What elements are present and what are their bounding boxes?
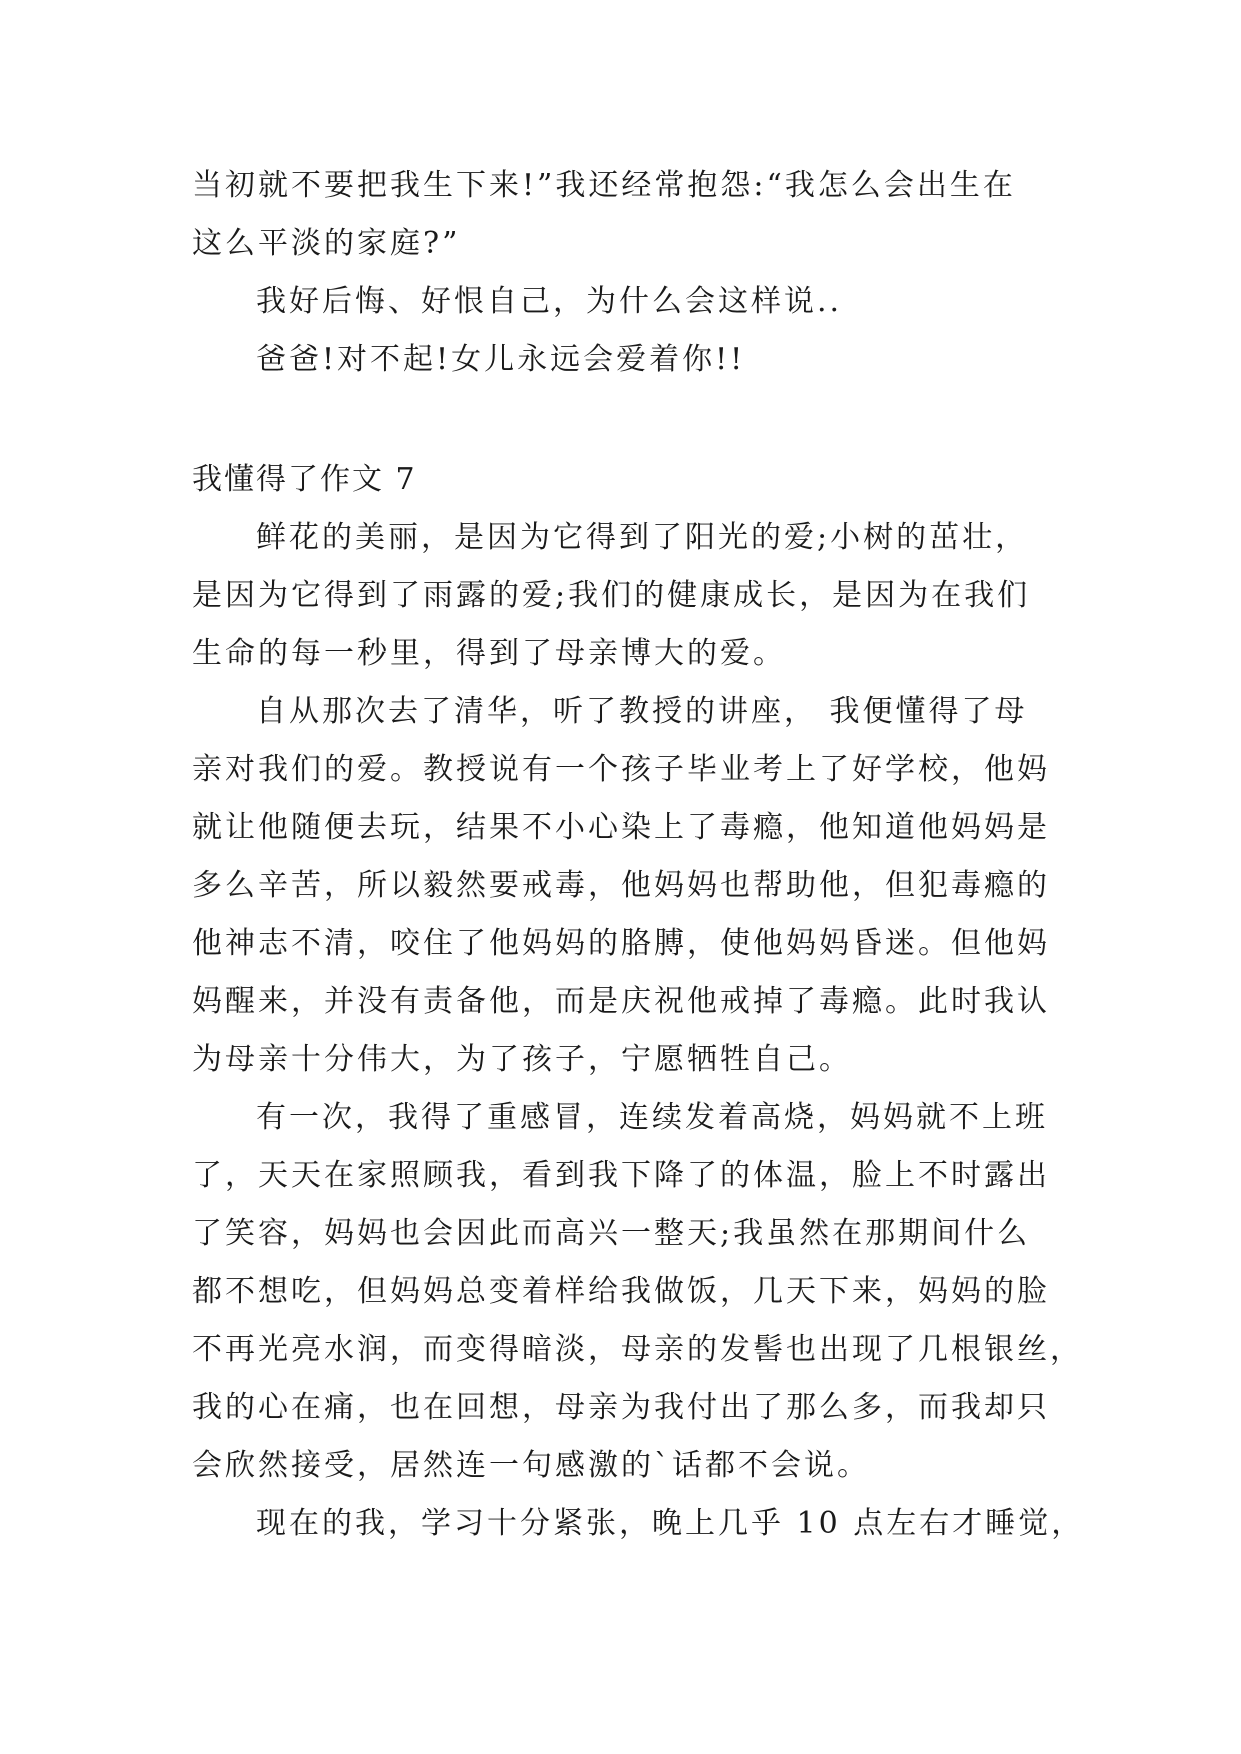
paragraph-line: 爸爸!对不起!女儿永远会爱着你!! [256, 342, 746, 377]
text-line: 亲对我们的爱。教授说有一个孩子毕业考上了好学校，他妈 [192, 752, 1050, 787]
text-line: 了笑容，妈妈也会因此而高兴一整天;我虽然在那期间什么 [192, 1216, 1031, 1251]
text-line: 都不想吃，但妈妈总变着样给我做饭，几天下来，妈妈的脸 [192, 1274, 1050, 1309]
text-line: 生命的每一秒里，得到了母亲博大的爱。 [192, 636, 786, 671]
text-line: 当初就不要把我生下来!”我还经常抱怨:“我怎么会出生在 [192, 168, 1016, 203]
previous-essay-ending [192, 157, 1062, 389]
text-line: 他神志不清，咬住了他妈妈的胳膊，使他妈妈昏迷。但他妈 [192, 926, 1050, 961]
text-line: 是因为它得到了雨露的爱;我们的健康成长，是因为在我们 [192, 578, 1031, 613]
text-line: 这么平淡的家庭?” [192, 226, 461, 261]
text-line: 为母亲十分伟大，为了孩子，宁愿牺牲自己。 [192, 1042, 852, 1077]
text-line: 会欣然接受，居然连一句感激的`话都不会说。 [192, 1448, 870, 1483]
essay-title: 我懂得了作文 7 [192, 462, 417, 497]
text-line: 不再光亮水润，而变得暗淡，母亲的发髻也出现了几根银丝， [192, 1332, 1083, 1367]
text-line: 自从那次去了清华，听了教授的讲座， 我便懂得了母 [256, 694, 1028, 729]
text-line: 有一次，我得了重感冒，连续发着高烧，妈妈就不上班 [256, 1100, 1048, 1135]
text-line: 妈醒来，并没有责备他，而是庆祝他戒掉了毒瘾。此时我认 [192, 984, 1050, 1019]
text-line: 鲜花的美丽，是因为它得到了阳光的爱;小树的茁壮， [256, 520, 1029, 555]
text-line: 了，天天在家照顾我，看到我下降了的体温，脸上不时露出 [192, 1158, 1050, 1193]
text-line: 现在的我，学习十分紧张，晚上几乎 10 点左右才睡觉， [256, 1506, 1085, 1541]
text-line: 多么辛苦，所以毅然要戒毒，他妈妈也帮助他，但犯毒瘾的 [192, 868, 1050, 903]
essay-7 [192, 451, 1085, 1553]
paragraph-line: 我好后悔、好恨自己，为什么会这样说.. [256, 284, 843, 319]
text-line: 就让他随便去玩，结果不小心染上了毒瘾，他知道他妈妈是 [192, 810, 1050, 845]
text-line: 我的心在痛，也在回想，母亲为我付出了那么多，而我却只 [192, 1390, 1050, 1425]
